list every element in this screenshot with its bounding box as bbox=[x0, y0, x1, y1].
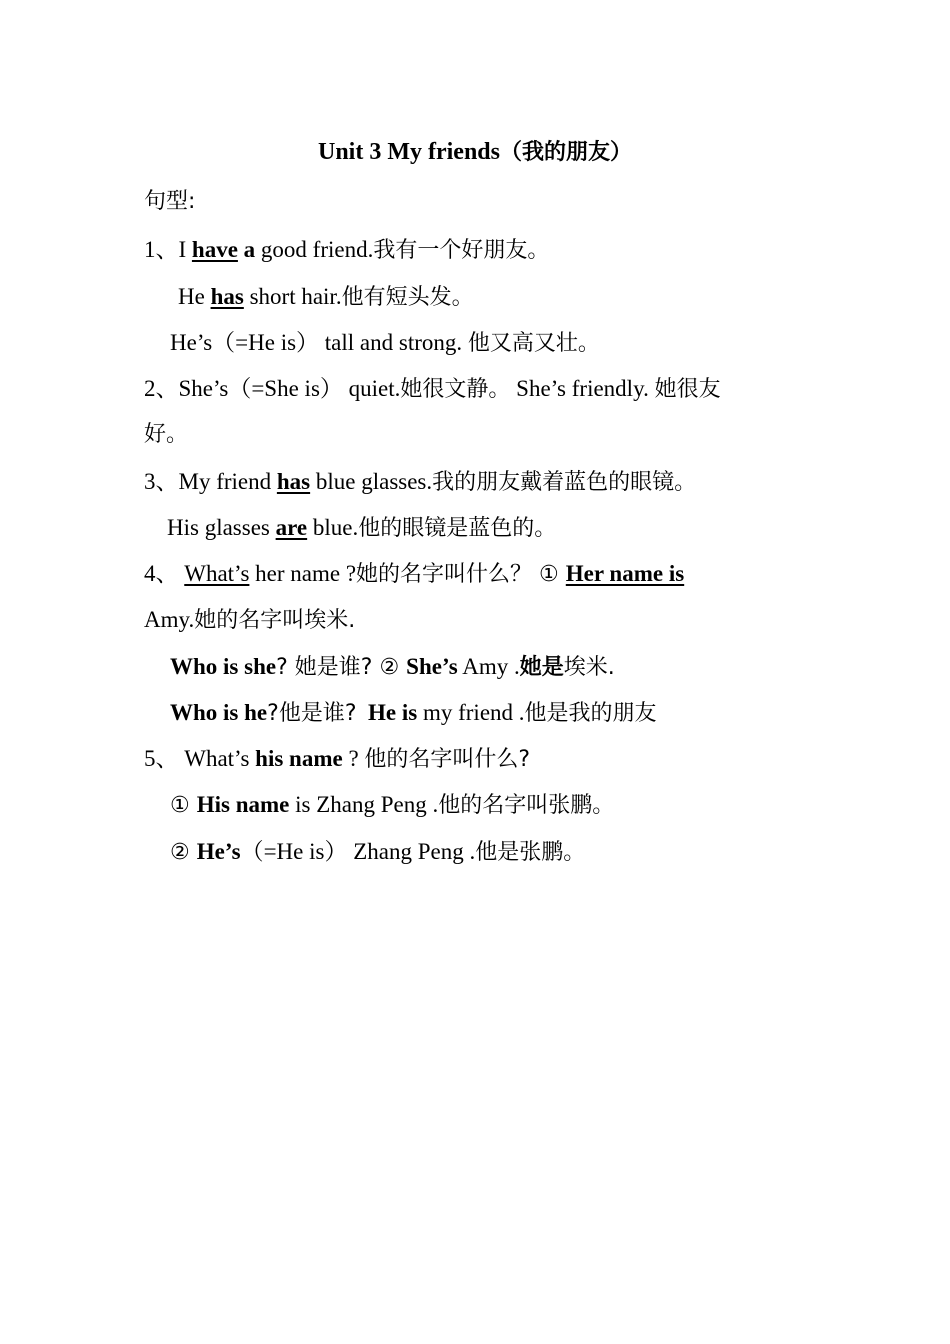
item-4-line-1: 4、 What’s her name ?她的名字叫什么？ ① Her name is bbox=[144, 561, 685, 587]
item-5-line-2: ① His name is Zhang Peng .他的名字叫张鹏。 bbox=[170, 792, 615, 818]
emphasis-has-2: has bbox=[276, 469, 311, 494]
item-1-line-2: He has short hair.他有短头发。 bbox=[178, 284, 474, 310]
page-title bbox=[0, 134, 950, 171]
title-chinese: （我的朋友） bbox=[499, 140, 632, 165]
item-2-line-1: 2、She’s（=She is） quiet.她很文静。 She’s friendly. 她很友 bbox=[144, 376, 721, 402]
item-1-line-1: 1、I have a good friend.我有一个好朋友。 bbox=[144, 237, 550, 263]
item-2-line-2: 好。 bbox=[144, 422, 189, 447]
title-english: Unit 3 My friends bbox=[317, 139, 500, 165]
emphasis-are: are bbox=[275, 515, 308, 540]
item-5-line-1: 5、 What’s his name ? 他的名字叫什么? bbox=[144, 746, 531, 772]
emphasis-have: have bbox=[191, 237, 238, 262]
item-5-line-3: ② He’s（=He is） Zhang Peng .他是张鹏。 bbox=[170, 839, 586, 865]
item-4-line-4: Who is he?他是谁? He is my friend .他是我的朋友 bbox=[170, 700, 657, 726]
emphasis-her-name-is: Her name is bbox=[565, 561, 685, 586]
item-1-line-3: He’s（=He is） tall and strong. 他又高又壮。 bbox=[170, 330, 600, 356]
item-4-line-2: Amy.她的名字叫埃米. bbox=[144, 607, 356, 633]
section-label: 句型: bbox=[144, 189, 196, 214]
underlined-whats: What’s bbox=[184, 561, 250, 586]
item-3-line-1: 3、My friend has blue glasses.我的朋友戴着蓝色的眼镜。 bbox=[144, 469, 697, 495]
item-4-line-3: Who is she? 她是谁? ② She’s Amy .她是埃米. bbox=[170, 654, 615, 680]
emphasis-has: has bbox=[210, 284, 244, 309]
item-3-line-2: His glasses are blue.他的眼镜是蓝色的。 bbox=[167, 515, 557, 541]
